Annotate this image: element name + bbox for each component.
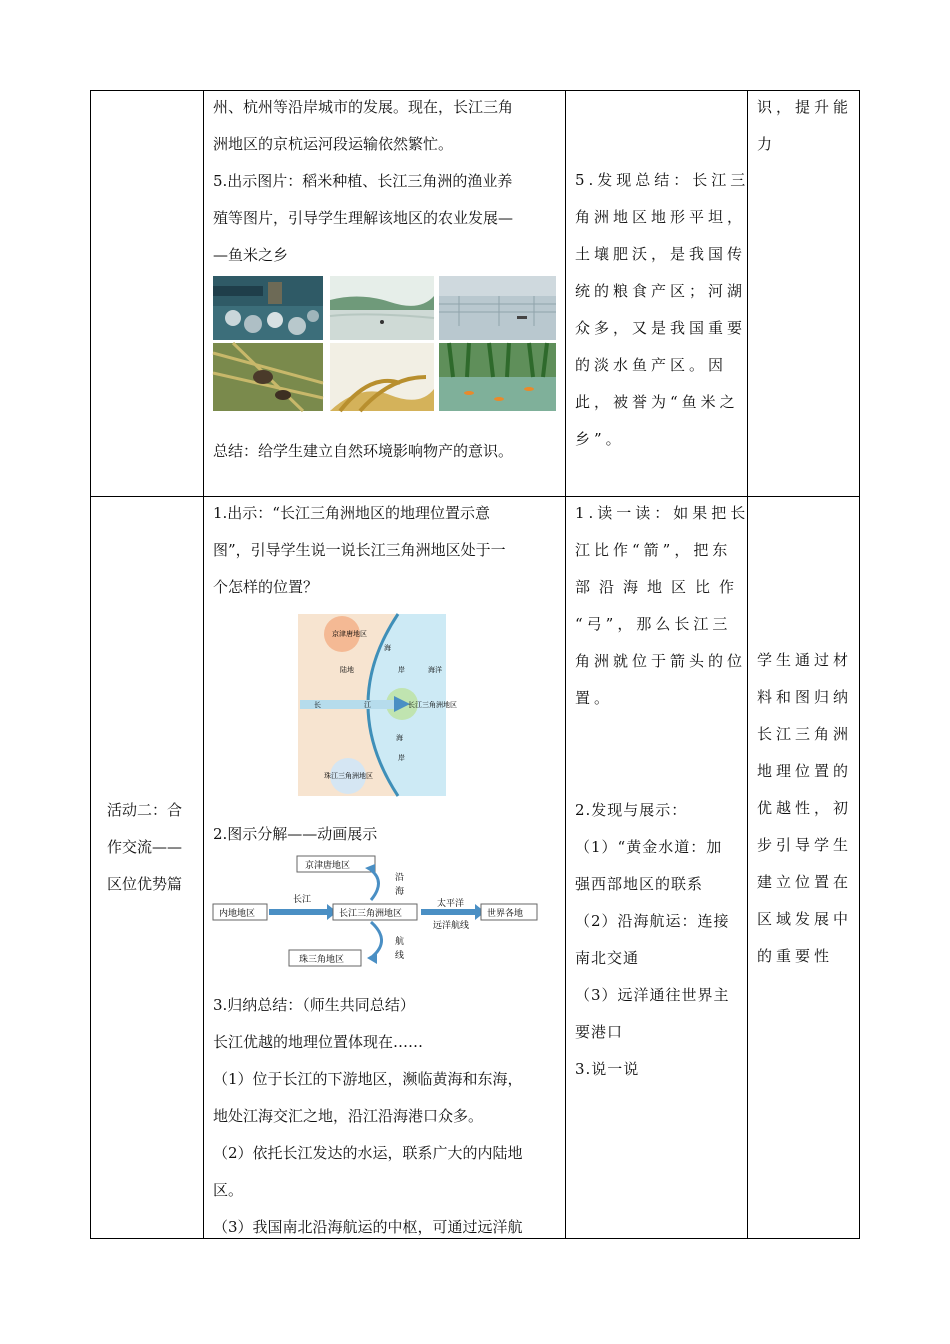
text-line: 南北交通 [575, 949, 640, 967]
map-label-shore2: 岸 [398, 754, 405, 762]
text-line: 3.归纳总结：（师生共同总结） [213, 996, 415, 1014]
text-line: 个怎样的位置？ [213, 578, 319, 596]
river-landscape-photo [330, 276, 434, 340]
table-border-right [859, 90, 860, 1238]
map-label-yrd: 长江三角洲地区 [408, 701, 457, 709]
text-line: 江比作“箭”，把东 [575, 541, 732, 559]
text-line: 5.出示图片：稻米种植、长江三角洲的渔业养 [213, 172, 513, 190]
fish-market-photo [213, 276, 323, 340]
flow-label-ocean-route: 远洋航线 [433, 921, 470, 931]
row1-summary [213, 433, 513, 470]
flow-label-pacific: 太平洋 [437, 899, 465, 909]
text-line: 此，被誉为“鱼米之 [575, 393, 739, 411]
text-line: 3.说一说 [575, 1060, 640, 1078]
row2-intro-text [213, 495, 506, 606]
text-line: 洲地区的京杭运河段运输依然繁忙。 [213, 135, 454, 153]
text-line: 的重要性 [757, 947, 834, 965]
text-line: 统的粮食产区；河湖 [575, 282, 747, 300]
flow-label-inland: 内地地区 [219, 909, 256, 919]
row1-intent-text [757, 89, 852, 163]
rice-fish-field-photo [439, 343, 556, 411]
text-line: 活动二：合 [107, 801, 183, 819]
text-line: 置。 [575, 689, 614, 707]
text-line: 土壤肥沃，是我国传 [575, 245, 747, 263]
map-label-prd: 珠江三角洲地区 [324, 772, 373, 780]
table-border-left [90, 90, 91, 1238]
table-divider-2 [565, 90, 566, 1238]
text-line: 步引导学生 [757, 836, 853, 854]
flow-label-prd: 珠三角地区 [299, 955, 345, 965]
text-line: 地理位置的 [757, 762, 853, 780]
text-line: 要港口 [575, 1023, 624, 1041]
text-line: 1.读一读：如果把长 [575, 504, 750, 522]
map-label-sea: 海 [384, 644, 391, 652]
text-line: 力 [757, 135, 777, 153]
map-label-jjt: 京津唐地区 [332, 630, 367, 638]
map-label-jiang: 江 [364, 701, 371, 709]
text-line: 长江三角洲 [757, 725, 853, 743]
text-line: （3）远洋通往世界主 [575, 986, 730, 1004]
text-line: 区。 [213, 1181, 244, 1199]
row2-intent-text [757, 642, 852, 975]
text-line: 长江优越的地理位置体现在…… [213, 1033, 424, 1051]
row2-student-text-b [575, 792, 730, 1088]
row2-step3-text [213, 987, 523, 1246]
map-label-shore: 岸 [398, 666, 405, 674]
text-line: 图”，引导学生说一说长江三角洲地区处于一 [213, 541, 506, 559]
text-line: 角洲就位于箭头的位 [575, 652, 747, 670]
map-label-ocean: 海洋 [428, 666, 442, 674]
text-line: 2.图示分解——动画展示 [213, 825, 378, 843]
fish-pond-photo [439, 276, 556, 340]
text-line: 部沿海地区比作 [575, 578, 744, 596]
map-label-chang: 长 [314, 701, 321, 709]
flow-label-xian: 线 [395, 951, 405, 961]
text-line: “弓”，那么长江三 [575, 615, 732, 633]
flow-label-hai: 海 [395, 887, 405, 897]
text-line: 殖等图片，引导学生理解该地区的农业发展— [213, 209, 514, 227]
text-line: 众多，又是我国重要 [575, 319, 747, 337]
row2-student-text-a [575, 495, 749, 717]
text-line: 2.发现与展示： [575, 801, 688, 819]
text-line: （1）“黄金水道：加 [575, 838, 723, 856]
text-line: 5.发现总结：长江三 [575, 171, 750, 189]
flow-diagram [211, 852, 541, 970]
text-line: 的淡水鱼产区。因 [575, 356, 728, 374]
text-line: 识，提升能 [757, 98, 853, 116]
text-line: 1.出示：“长江三角洲地区的地理位置示意 [213, 504, 490, 522]
map-label-sea2: 海 [396, 734, 403, 742]
row1-teacher-text [213, 89, 513, 274]
crab-farming-photo [213, 343, 323, 411]
text-line: 料和图归纳 [757, 688, 853, 706]
text-line: 区位优势篇 [107, 875, 183, 893]
flow-label-changjiang: 长江 [293, 895, 312, 905]
flow-label-hang: 航 [395, 937, 405, 947]
flow-label-yan: 沿 [395, 873, 405, 883]
text-line: 区域发展中 [757, 910, 853, 928]
text-line: 优越性，初 [757, 799, 853, 817]
flow-label-jjt: 京津唐地区 [305, 861, 351, 871]
row1-student-text [575, 162, 749, 458]
text-line: 建立位置在 [757, 873, 853, 891]
text-line: 总结：给学生建立自然环境影响物产的意识。 [213, 442, 514, 460]
map-label-land: 陆地 [340, 666, 354, 674]
text-line: （1）位于长江的下游地区，濒临黄海和东海， [213, 1070, 523, 1088]
rice-ears-photo [330, 343, 434, 411]
flow-label-yrd: 长江三角洲地区 [339, 909, 403, 919]
text-line: 角洲地区地形平坦， [575, 208, 747, 226]
text-line: 州、杭州等沿岸城市的发展。现在，长江三角 [213, 98, 514, 116]
text-line: 乡”。 [575, 430, 625, 448]
text-line: （2）沿海航运：连接 [575, 912, 730, 930]
table-divider-1 [203, 90, 204, 1238]
text-line: 学生通过材 [757, 651, 853, 669]
text-line: —鱼米之乡 [213, 246, 289, 264]
text-line: 强西部地区的联系 [575, 875, 704, 893]
row2-activity-title [107, 792, 182, 903]
flow-label-world: 世界各地 [487, 909, 524, 919]
text-line: 地处江海交汇之地，沿江沿海港口众多。 [213, 1107, 484, 1125]
location-map-diagram [298, 614, 457, 796]
text-line: （3）我国南北沿海航运的中枢，可通过远洋航 [213, 1218, 523, 1236]
row2-step2-text [213, 816, 377, 853]
text-line: （2）依托长江发达的水运，联系广大的内陆地 [213, 1144, 523, 1162]
text-line: 作交流—— [107, 838, 183, 856]
